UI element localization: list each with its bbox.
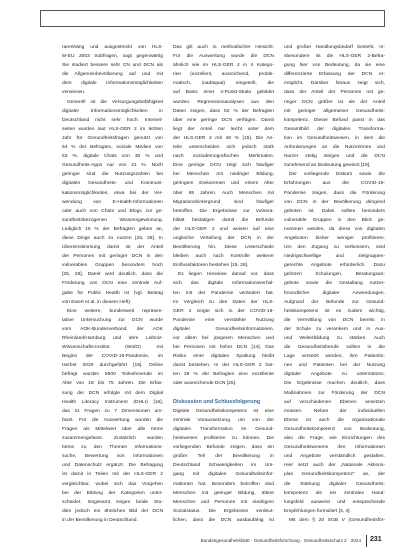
text-line: Empfehlungen formuliert [3, 4].	[284, 508, 351, 514]
text-line: Herbst 2020 durchgeführt [15]. Online	[62, 363, 163, 369]
text-line: sundheitsbezogenen Wissensgewinnung.	[62, 217, 163, 223]
text-line: vulnerable Gruppen in den Blick ge-	[284, 217, 385, 223]
text-line: Angeboten bisher weniger profitieren.	[284, 235, 385, 241]
text-line: bei Menschen mit niedriger Bildung,	[173, 172, 274, 178]
text-line: vergleichbar, wobei sich das Vorgehen	[62, 481, 163, 487]
text-line: GER 2 zeigte sich in der COVID-19-	[173, 308, 274, 314]
text-line: über 65 Jahren. Auch Menschen mit	[173, 190, 274, 196]
text-line: damit bestehen. In der HLS-GER 2 hat-	[173, 363, 274, 369]
text-line: Eine weitere, bundesweit repräsen-	[67, 308, 163, 314]
text-line: Aufgrund der Befunde zur Gesund-	[284, 299, 385, 305]
text-line: nach soziodemografischen Merkmalen:	[173, 154, 274, 160]
text-line: Jahr für Gesundheitsfragen genutzt von	[62, 135, 163, 141]
text-column-middle	[173, 43, 274, 526]
text-line: Ebene ist auch die organisationale	[284, 417, 385, 423]
text-line: scheidet. Insgesamt zeigen beide Stu-	[62, 499, 163, 505]
paragraph	[62, 43, 163, 98]
text-line: Eine geringe DCN zeigt sich häufiger	[173, 163, 274, 169]
text-line: also die Frage, wie Einrichtungen des	[284, 436, 385, 442]
text-line: gebote sowie die Gestaltung nutzer-	[284, 281, 385, 287]
text-line: Migrationshintergrund sind häufiger	[173, 199, 274, 205]
text-line: nommen werden, da diese von digitalen	[284, 226, 385, 232]
text-line: bei Personen mit hoher DCN [14]. Das	[173, 345, 274, 351]
text-line: Menschen und Personen mit niedrigem	[173, 499, 274, 505]
text-line: gehören Schulungen, Beratungsan-	[284, 272, 385, 278]
text-line: oder ausreichende DCN [25].	[173, 381, 237, 387]
text-line: 53 %, digitale Chats von 30 % und	[62, 154, 163, 160]
text-line: von Ewert et al. in diesem Heft).	[62, 299, 132, 305]
text-line: der Personen mit geringer DCN in den	[62, 254, 163, 260]
text-line: Nutzer stetig steigen und die DCN	[284, 154, 385, 160]
text-line: vor allem bei jüngeren Menschen und	[173, 336, 274, 341]
text-line: digitalen Gesundheits- und Kommuni-	[62, 181, 163, 187]
text-line: vom AOK-Bundesverband, der AOK	[62, 326, 163, 332]
text-line: Übereinstimmung damit ist der Anteil	[62, 245, 163, 251]
text-line: plan Gesundheitskompetenz“ an, der	[284, 472, 385, 478]
text-line: bleiben auch nach Kontrolle weiterer	[173, 254, 274, 260]
text-line: lichen, dass die DCN ausbaufähig ist	[173, 517, 274, 523]
text-line: freundlicher digitaler Anwendungen.	[284, 290, 385, 296]
text-line: dien jedoch ein ähnliches Bild der DCN	[62, 508, 163, 514]
text-column-left	[62, 43, 163, 526]
text-line: gung hier von Bedeutung, da sie eine	[284, 63, 385, 69]
text-line: Generell ist die Versorgungsbefähigkeit	[67, 99, 163, 105]
text-line: zunehmend an Bedeutung gewinnt [19].	[284, 163, 371, 169]
text-line: kompetenz als ein zentrales Hand-	[284, 490, 385, 496]
text-line: Deutschland nicht sehr hoch: Internet-	[62, 117, 163, 123]
footer-divider	[366, 535, 367, 547]
text-line: Die Ergebnisse machen deutlich, dass	[284, 381, 385, 387]
text-line: Beginn der COVID-19-Pandemie, im	[62, 354, 163, 360]
text-line: der Schule zu verankern und in Aus-	[284, 326, 385, 332]
text-line: digitaler Gesundheitsinformationen,	[173, 326, 274, 332]
text-line: geringem Einkommen und einem Alter	[173, 181, 274, 187]
text-line: vorliegenden Befunde zeigen, dass ein	[173, 445, 274, 451]
text-line: teile unterscheiden sich jedoch stark	[173, 145, 274, 151]
text-line: Fragen als Mittelwert über alle Items	[62, 426, 163, 432]
text-line: Sie studiert bessere sehr CN und DCN als	[62, 63, 163, 69]
text-line: Gesundheits-Apps nur von 21 %. Noch	[62, 163, 163, 169]
text-line: sich das digitale Informationsverhal-	[173, 281, 274, 287]
paragraph	[284, 170, 385, 516]
text-line: digitaler Angebote zu unterstützen.	[284, 372, 385, 378]
text-line: Risiko einer digitalen Spaltung bleibt	[173, 354, 274, 360]
text-line: betroffen. Die Ergebnisse zur Vulnera-	[173, 208, 274, 214]
text-line: Gesundheitswesens ihre Informationen	[284, 445, 385, 451]
text-line: Deutschland Schwierigkeiten im Um-	[173, 463, 274, 469]
text-line: [25, 28]. Damit wird deutlich, dass die	[62, 272, 163, 278]
text-line: gang mit digitalen Gesundheitsinfor-	[173, 472, 274, 478]
text-line: und Angebote verständlich gestalten.	[284, 454, 385, 460]
text-line: sbesondere ist die HLS-GER 2-Befra-	[284, 54, 385, 60]
text-line: die Allgemeinbevölkerung auf und mit	[62, 72, 163, 78]
text-line: dem digitale Informationsmöglichkeiten	[62, 81, 163, 87]
page-number: 231	[370, 536, 382, 543]
text-line: müssen. Neben der individuellen	[284, 408, 385, 414]
text-line: digitalen Transformation im Gesund-	[173, 426, 274, 432]
text-line: Hier setzt auch der „Nationale Aktions-	[284, 463, 385, 469]
text-line: digitaler Informationsmöglichkeiten in	[62, 108, 163, 114]
text-line: Erfahrungen aus der COVID-19-	[284, 181, 385, 187]
text-line: fasst. Für die Auswertung wurden die	[62, 417, 163, 423]
text-line: wurden. Regressionsanalysen aus den	[173, 99, 274, 105]
text-line: Daten zeigen, dass 52 % der Befragten	[173, 108, 274, 114]
text-line: gerechte Angebote erforderlich. Dazu	[284, 263, 385, 269]
text-line: großer Teil der Bevölkerung in	[173, 454, 274, 460]
text-line: Der vorliegende Diskurs sowie die	[289, 172, 385, 178]
text-line: Anforderungen an die Nutzerinnen und	[284, 145, 385, 151]
text-line: das 21 Fragen zu 7 Dimensionen um-	[62, 408, 163, 414]
text-column-right	[284, 43, 385, 526]
text-line: geboten ist. Dabei sollten besonders	[284, 208, 385, 214]
text-line: Gesundheitskompetenz von Bedeutung,	[284, 426, 385, 432]
text-line: auf Basis einer 4-Punkt-Skala gebildet	[173, 90, 274, 96]
text-line: zusammengefasst. Zusätzlich wurden	[62, 436, 163, 442]
text-line: rien (exzellent, ausreichend, proble-	[173, 72, 274, 78]
text-line: von DCN in der Bevölkerung dringend	[284, 199, 385, 205]
text-line: Rheinland/Hamburg und dem Leibniz-	[62, 336, 163, 341]
text-line: Bevölkerung hin. Diese Unterschiede	[173, 245, 274, 251]
text-line: ähnlich wie im HLS-GER 2 in 4 Katego-	[173, 63, 274, 69]
text-line: befragt wurden 8500 Teilnehmende im	[62, 372, 163, 378]
text-line: ten mit der Pandemie verändert hat.	[173, 290, 274, 296]
heading-spacer	[173, 389, 274, 398]
paragraph	[62, 98, 163, 307]
paragraph	[173, 270, 274, 388]
text-line: Um den Zugang zu verbessern, sind	[284, 245, 385, 251]
paragraph	[173, 43, 274, 270]
text-line: gabe für Public Health ist (vgl. Beitrag	[62, 290, 163, 296]
text-line: Wissenschafts-Institut (WIdO) mit	[62, 345, 163, 351]
text-line: Digitale Gesundheitskompetenz ist eine	[173, 408, 274, 414]
text-line: lungsfeld ausweist und entsprechende	[284, 499, 385, 505]
text-line: Sozialstatus. Die Ergebnisse verdeut-	[173, 508, 274, 514]
footer-journal-title: Bundesgesundheitsblatt - Gesundheitsforschung - Gesundheitsschutz 2 · 2024	[200, 538, 361, 543]
paragraph	[62, 307, 163, 525]
text-line: seiten wurden laut HLS-GER 2 im letzten	[62, 126, 163, 132]
text-line: tative Untersuchung zur DCN wurde	[62, 317, 163, 323]
text-line: niedrigschwellige und zielgruppen-	[284, 254, 385, 260]
text-line: Alter von 18 bis 75 Jahren. Die Erfas-	[62, 381, 163, 387]
text-line: möglicht. Darüber hinaus zeigt sich,	[284, 81, 385, 87]
text-line: suche, Bewertung von Informationen	[62, 454, 163, 460]
text-line: oder auch von Chats und Blogs zur ge-	[62, 208, 163, 214]
text-line: vulnerablen Gruppen besonders hoch	[62, 263, 163, 269]
text-line: der HLS-GER 2 mit 48 % [15]. Die An-	[173, 135, 274, 141]
text-line: Einflussfaktoren bestehen [15, 28].	[173, 263, 249, 269]
text-line: tion im Gesundheitswesen, in dem die	[284, 135, 385, 141]
text-line: Förderung von DCN eine zentrale Auf-	[62, 281, 163, 287]
text-line: dass der Anteil der Personen mit ge-	[284, 90, 385, 96]
text-line: der HLS-GER 2 und weisen auf eine	[173, 226, 274, 232]
text-line: kompetenz. Dieser Befund passt in das	[284, 117, 385, 123]
text-line: und Weiterbildung zu stärken. Auch	[284, 336, 385, 341]
text-line: Lage versetzt werden, ihre Patientin-	[284, 354, 385, 360]
text-line: wendung von E-Health-Informationen	[62, 199, 163, 205]
text-line: differenzierte Erfassung der DCN er-	[284, 72, 385, 78]
paragraph	[173, 407, 274, 525]
section-heading: Diskussion und Schlussfolgerung	[173, 398, 261, 405]
text-line: mit geringer allgemeiner Gesundheits-	[284, 108, 385, 114]
text-line: ist damit in Teilen mit der HLS-GER 2	[62, 472, 163, 478]
text-line: ten 28 % der Befragten eine exzellente	[173, 372, 274, 378]
paragraph	[284, 516, 385, 525]
text-line: und großer Handlungsbedarf besteht. In-	[284, 45, 385, 50]
text-line: Gesamtbild der digitalen Transforma-	[284, 126, 385, 132]
text-line: in der Bevölkerung in Deutschland.	[62, 517, 138, 523]
text-line: Mit dem § 20 SGB V (Gesundheitsför-	[289, 517, 385, 523]
text-line: 64 % der Befragten, soziale Medien von	[62, 145, 163, 151]
text-line: Das gilt auch in methodischer Hinsicht:	[173, 45, 274, 50]
text-line: die Stärkung digitaler Gesundheits-	[284, 481, 385, 487]
text-line: matisch, inadäquat) eingeteilt, die	[173, 81, 274, 87]
text-line: Pandemie eine verstärkte Nutzung	[173, 317, 274, 323]
text-line: bilität bestätigen damit die Befunde	[173, 217, 274, 223]
text-line: bei der Bildung der Kategorien unter-	[62, 490, 163, 496]
text-line: Im Vergleich zu den Daten der HLS-	[173, 299, 274, 305]
text-line: nen und Patienten bei der Nutzung	[284, 363, 385, 369]
text-line: Lediglich 16 % der Befragten geben an,	[62, 226, 163, 232]
text-line: sung der DCN erfolgte mit dem Digital	[62, 390, 163, 396]
text-line: zentrale Voraussetzung, um von der	[173, 417, 274, 423]
text-line: auf verschiedenen Ebenen ansetzen	[284, 399, 385, 405]
text-line: heitskompetenz ist es zudem wichtig,	[284, 308, 385, 314]
text-line: die Vermittlung von DCN bereits in	[284, 317, 385, 323]
text-line: die Gesundheitsberufe sollten in die	[284, 345, 385, 351]
paragraph	[284, 43, 385, 170]
text-line: ungleiche Verteilung der DCN in der	[173, 235, 274, 241]
text-line: Für die Auswertung wurde die DCN	[173, 54, 274, 60]
text-line: Maßnahmen zur Förderung der DCN	[284, 390, 385, 396]
text-line: liegt der Anteil nur leicht unter dem	[173, 126, 274, 132]
text-line: diese Dinge auch zu nutzen [25, 28]. In	[62, 235, 163, 241]
text-line: Es liegen Hinweise darauf vor, dass	[178, 272, 274, 278]
text-line: über eine geringe DCN verfügen. Damit	[173, 117, 274, 123]
text-line: rarenhäng und ausgestreckt von HLS-	[62, 45, 163, 50]
text-line: kationsmöglichkeiten, etwa bei der Ver-	[62, 190, 163, 196]
text-line: Menschen mit geringer Bildung, ältere	[173, 490, 274, 496]
text-line: heitswesen profitieren zu können. Die	[173, 436, 274, 442]
text-line: M-EU 2003 Subfragen, sagt gegenwärtig	[62, 54, 163, 60]
text-line: geringer sind die Nutzungszahlen bei	[62, 172, 163, 178]
text-line: Items zu den Themen Informations-	[62, 445, 163, 451]
text-line: Pandemie zeigen, dass die Förderung	[284, 190, 385, 196]
header-frame	[40, 10, 385, 27]
text-line: verwiesen.	[62, 90, 86, 96]
text-line: mationen hat. Besonders betroffen sind	[173, 481, 274, 487]
text-line: ringer DCN größer ist als der Anteil	[284, 99, 385, 105]
text-line: und Datenschutz ergänzt. Die Befragung	[62, 463, 163, 469]
text-line: Health Literacy Instrument (DHLI) [16],	[62, 399, 163, 405]
